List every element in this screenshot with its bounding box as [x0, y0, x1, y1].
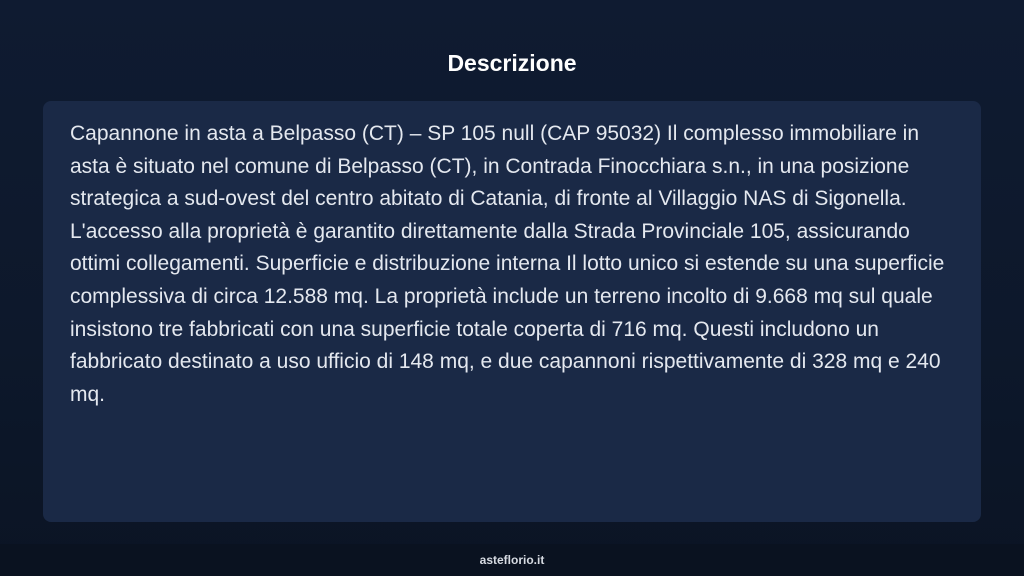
- footer-site-name: asteflorio.it: [479, 553, 545, 567]
- footer: [0, 544, 1024, 576]
- description-card: [43, 101, 981, 522]
- description-text: Capannone in asta a Belpasso (CT) – SP 105 null (CAP 95032) Il complesso immobiliare in asta è situato nel comune di Belpasso (CT), in Contrada Finocchiara s.n., in una posizione strategica a sud-ovest del centro abitato di Catania, di fronte al Villaggio NAS di Sigonella. L'accesso alla proprietà è garantito direttamente dalla Strada Provinciale 105, assicurando ottimi collegamenti. Superficie e distribuzione interna Il lotto unico si estende su una superficie complessiva di circa 12.588 mq. La proprietà include un terreno incolto di 9.668 mq sul quale insistono tre fabbricati con una superficie totale coperta di 716 mq. Questi includono un fabbricato destinato a uso ufficio di 148 mq, e due capannoni rispettivamente di 328 mq e 240 mq.: [70, 122, 945, 406]
- page-title: Descrizione: [447, 50, 577, 76]
